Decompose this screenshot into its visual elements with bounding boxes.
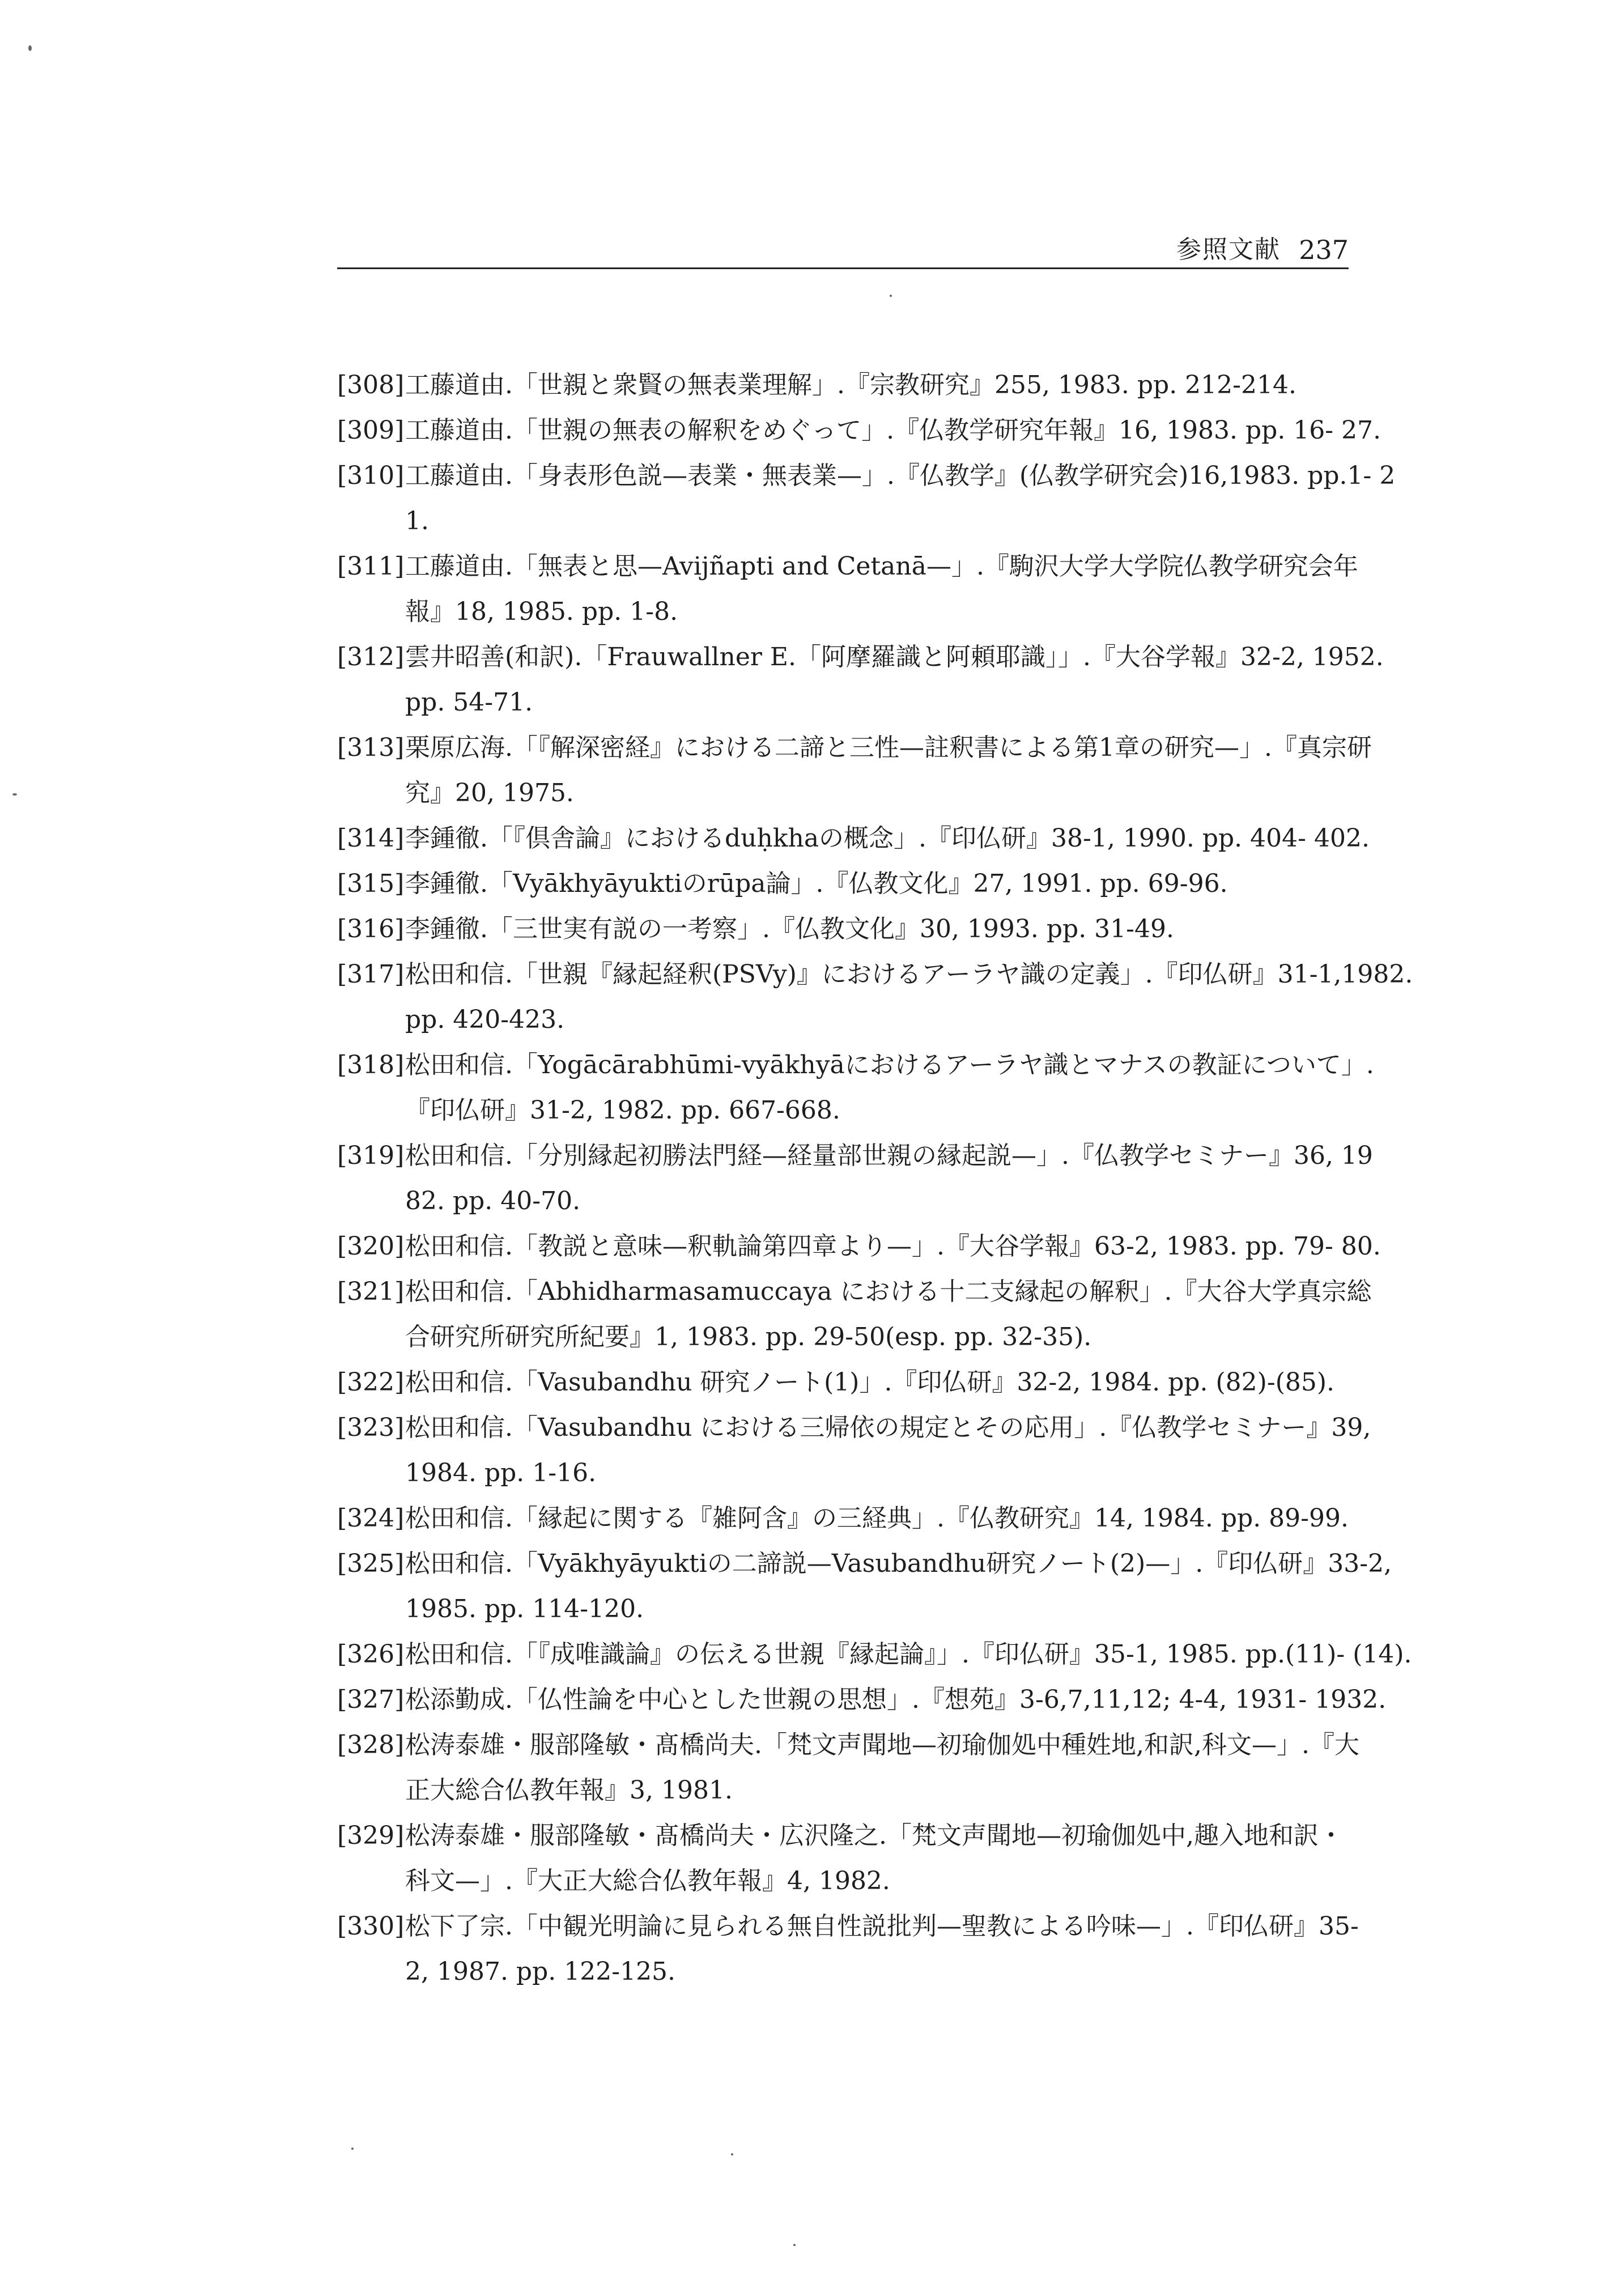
reference-number: [309] <box>337 416 405 445</box>
reference-text: 李鍾徹.「『倶舎論』におけるduḥkhaの概念」.『印仏研』38-1, 1990. pp. 404- 402. <box>405 824 1370 853</box>
reference-text-continuation: 1985. pp. 114-120. <box>405 1595 644 1623</box>
reference-text: 松田和信.「縁起に関する『雑阿含』の三経典」.『仏教研究』14, 1984. pp. 89-99. <box>405 1504 1349 1533</box>
reference-text: 松田和信.「教説と意味—釈軌論第四章より—」.『大谷学報』63-2, 1983. pp. 79- 80. <box>405 1232 1381 1261</box>
reference-text: 松田和信.「Abhidharmasamuccaya における十二支縁起の解釈」.『大谷大学真宗総 <box>405 1277 1372 1306</box>
running-head <box>337 232 1349 269</box>
reference-entry <box>337 816 1370 861</box>
reference-entry <box>337 1904 1359 1995</box>
reference-number: [313] <box>337 733 405 762</box>
reference-number: [322] <box>337 1368 405 1397</box>
scan-speck <box>28 45 32 51</box>
reference-entry <box>337 1677 1387 1723</box>
reference-list <box>337 363 1413 1995</box>
reference-number: [320] <box>337 1232 405 1261</box>
reference-text: 李鍾徹.「三世実有説の一考察」.『仏教文化』30, 1993. pp. 31-49. <box>405 915 1175 943</box>
reference-text-continuation: 究』20, 1975. <box>405 779 574 807</box>
reference-text: 松田和信.「Vasubandhu 研究ノート(1)」.『印仏研』32-2, 1984. pp. (82)-(85). <box>405 1368 1334 1397</box>
reference-text: 李鍾徹.「Vyākhyāyuktiのrūpa論」.『仏教文化』27, 1991. pp. 69-96. <box>405 869 1228 898</box>
reference-number: [312] <box>337 643 405 671</box>
reference-text: 工藤道由.「無表と思—Avijñapti and Cetanā—」.『駒沢大学大学院仏教学研究会年 <box>405 552 1358 581</box>
reference-entry <box>337 453 1396 544</box>
reference-text: 松涛泰雄・服部隆敏・髙橋尚夫・広沢隆之.「梵文声聞地—初瑜伽処中,趣入地和訳・ <box>405 1821 1344 1850</box>
reference-number: [327] <box>337 1685 405 1714</box>
reference-text: 松添勤成.「仏性論を中心とした世親の思想」.『想苑』3-6,7,11,12; 4-4, 1931- 1932. <box>405 1685 1387 1714</box>
reference-number: [316] <box>337 915 405 943</box>
reference-text: 松田和信.「『成唯識論』の伝える世親『縁起論』」.『印仏研』35-1, 1985. pp.(11)- (14). <box>405 1640 1412 1669</box>
reference-text-continuation: 報』18, 1985. pp. 1-8. <box>405 597 678 626</box>
reference-entry <box>337 861 1351 907</box>
scan-speck <box>351 2148 354 2150</box>
reference-number: [326] <box>337 1640 405 1669</box>
reference-entry <box>337 1632 1412 1677</box>
reference-entry <box>337 1496 1351 1541</box>
reference-number: [329] <box>337 1821 405 1850</box>
reference-text: 松田和信.「Yogācārabhūmi-vyākhyāにおけるアーラヤ識とマナスの教証について」. <box>405 1051 1374 1079</box>
scan-speck <box>793 2244 796 2246</box>
reference-text: 栗原広海.「『解深密経』における二諦と三性—註釈書による第1章の研究—」.『真宗研 <box>405 733 1372 762</box>
reference-text: 松田和信.「Vasubandhu における三帰依の規定とその応用」.『仏教学セミナー』39, <box>405 1413 1371 1442</box>
reference-entry <box>337 363 1351 408</box>
reference-text-continuation: 『印仏研』31-2, 1982. pp. 667-668. <box>405 1096 840 1125</box>
reference-entry <box>337 408 1381 453</box>
reference-text-continuation: 合研究所研究所紀要』1, 1983. pp. 29-50(esp. pp. 32-35). <box>405 1323 1092 1351</box>
reference-entry <box>337 907 1351 952</box>
reference-number: [325] <box>337 1549 405 1578</box>
page-number: 237 <box>1299 235 1349 265</box>
reference-text: 工藤道由.「世親の無表の解釈をめぐって」.『仏教学研究年報』16, 1983. pp. 16- 27. <box>405 416 1381 445</box>
reference-text: 工藤道由.「身表形色説—表業・無表業—」.『仏教学』(仏教学研究会)16,1983. pp.1- 2 <box>405 461 1396 490</box>
reference-number: [310] <box>337 461 405 490</box>
reference-number: [315] <box>337 869 405 898</box>
reference-number: [311] <box>337 552 405 581</box>
reference-entry <box>337 1541 1392 1632</box>
reference-number: [321] <box>337 1277 405 1306</box>
reference-entry <box>337 1224 1381 1269</box>
reference-text-continuation: pp. 420-423. <box>405 1005 565 1034</box>
reference-entry <box>337 1133 1373 1224</box>
reference-text-continuation: 2, 1987. pp. 122-125. <box>405 1957 676 1986</box>
reference-entry <box>337 1269 1372 1360</box>
scan-speck <box>890 295 892 297</box>
reference-text-continuation: 82. pp. 40-70. <box>405 1187 581 1215</box>
reference-entry <box>337 1043 1374 1133</box>
running-head-title: 参照文献 <box>1176 235 1281 264</box>
reference-text: 松下了宗.「中観光明論に見られる無自性説批判—聖教による吟味—」.『印仏研』35- <box>405 1912 1359 1941</box>
reference-text: 松田和信.「分別縁起初勝法門経—経量部世親の縁起説—」.『仏教学セミナー』36, 19 <box>405 1141 1373 1170</box>
reference-entry <box>337 1360 1351 1405</box>
reference-text: 工藤道由.「世親と衆賢の無表業理解」.『宗教研究』255, 1983. pp. 212-214. <box>405 371 1296 399</box>
scan-speck <box>731 2153 733 2155</box>
reference-number: [314] <box>337 824 405 853</box>
reference-text: 松田和信.「Vyākhyāyuktiの二諦説—Vasubandhu研究ノート(2)—」.『印仏研』33-2, <box>405 1549 1392 1578</box>
reference-number: [317] <box>337 960 405 989</box>
reference-text: 松田和信.「世親『縁起経釈(PSVy)』におけるアーラヤ識の定義」.『印仏研』31-1,1982. <box>405 960 1413 989</box>
reference-text-continuation: pp. 54-71. <box>405 688 533 717</box>
reference-entry <box>337 1813 1351 1904</box>
reference-entry <box>337 725 1372 816</box>
reference-number: [323] <box>337 1413 405 1442</box>
reference-entry <box>337 952 1413 1043</box>
reference-number: [308] <box>337 371 405 399</box>
scan-speck <box>12 793 17 796</box>
reference-entry <box>337 1723 1359 1813</box>
reference-text: 雲井昭善(和訳).「Frauwallner E.「阿摩羅識と阿頼耶識」」.『大谷学報』32-2, 1952. <box>405 643 1384 671</box>
reference-text-continuation: 科文—」.『大正大総合仏教年報』4, 1982. <box>405 1866 890 1895</box>
reference-text-continuation: 正大総合仏教年報』3, 1981. <box>405 1776 733 1805</box>
reference-number: [324] <box>337 1504 405 1533</box>
reference-text-continuation: 1. <box>405 507 429 535</box>
reference-entry <box>337 1405 1371 1496</box>
reference-text-continuation: 1984. pp. 1-16. <box>405 1459 597 1487</box>
reference-entry <box>337 544 1358 635</box>
reference-number: [328] <box>337 1730 405 1759</box>
reference-number: [319] <box>337 1141 405 1170</box>
reference-text: 松涛泰雄・服部隆敏・髙橋尚夫.「梵文声聞地—初瑜伽処中種姓地,和訳,科文—」.『大 <box>405 1730 1359 1759</box>
reference-number: [318] <box>337 1051 405 1079</box>
reference-entry <box>337 635 1384 725</box>
reference-number: [330] <box>337 1912 405 1941</box>
